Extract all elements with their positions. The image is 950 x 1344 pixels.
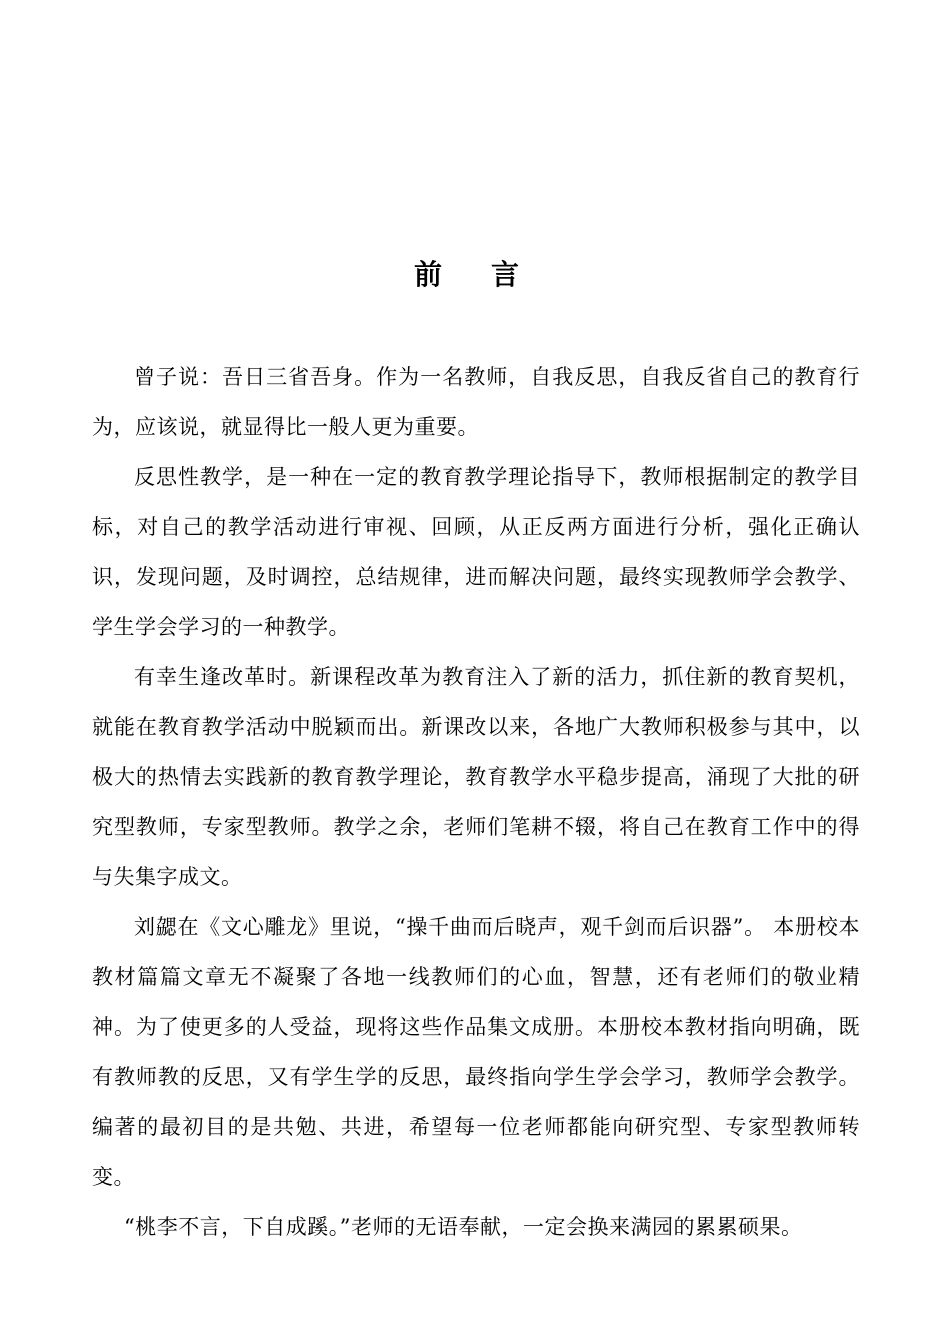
paragraph-5: “桃李不言，下自成蹊。”老师的无语奉献，一定会换来满园的累累硕果。	[124, 1215, 803, 1239]
preface-body	[92, 352, 860, 1252]
page-title: 前 言	[414, 258, 521, 291]
paragraph-2: 反思性教学，是一种在一定的教育教学理论指导下，教师根据制定的教学目标，对自己的教学活动进行审视、回顾，从正反两方面进行分析，强化正确认识，发现问题，及时调控，总结规律，进而解决问题，最终实现教师学会教学、学生学会学习的一种教学。	[92, 465, 860, 639]
paragraph-1: 曾子说：吾日三省吾身。作为一名教师，自我反思，自我反省自己的教育行为，应该说，就显得比一般人更为重要。	[92, 365, 860, 439]
paragraph-3: 有幸生逢改革时。新课程改革为教育注入了新的活力，抓住新的教育契机，就能在教育教学活动中脱颖而出。新课改以来，各地广大教师积极参与其中，以极大的热情去实践新的教育教学理论，教育教学水平稳步提高，涌现了大批的研究型教师，专家型教师。教学之余，老师们笔耕不辍，将自己在教育工作中的得与失集字成文。	[92, 665, 860, 889]
paragraph-4: 刘勰在《文心雕龙》里说，“操千曲而后晓声，观千剑而后识器”。 本册校本教材篇篇文章无不凝聚了各地一线教师们的心血，智慧，还有老师们的敬业精神。为了使更多的人受益，现将这些作品集文成册。本册校本教材指向明确，既有教师教的反思，又有学生学的反思，最终指向学生学会学习，教师学会教学。编著的最初目的是共勉、共进，希望每一位老师都能向研究型、专家型教师转变。	[92, 915, 860, 1189]
